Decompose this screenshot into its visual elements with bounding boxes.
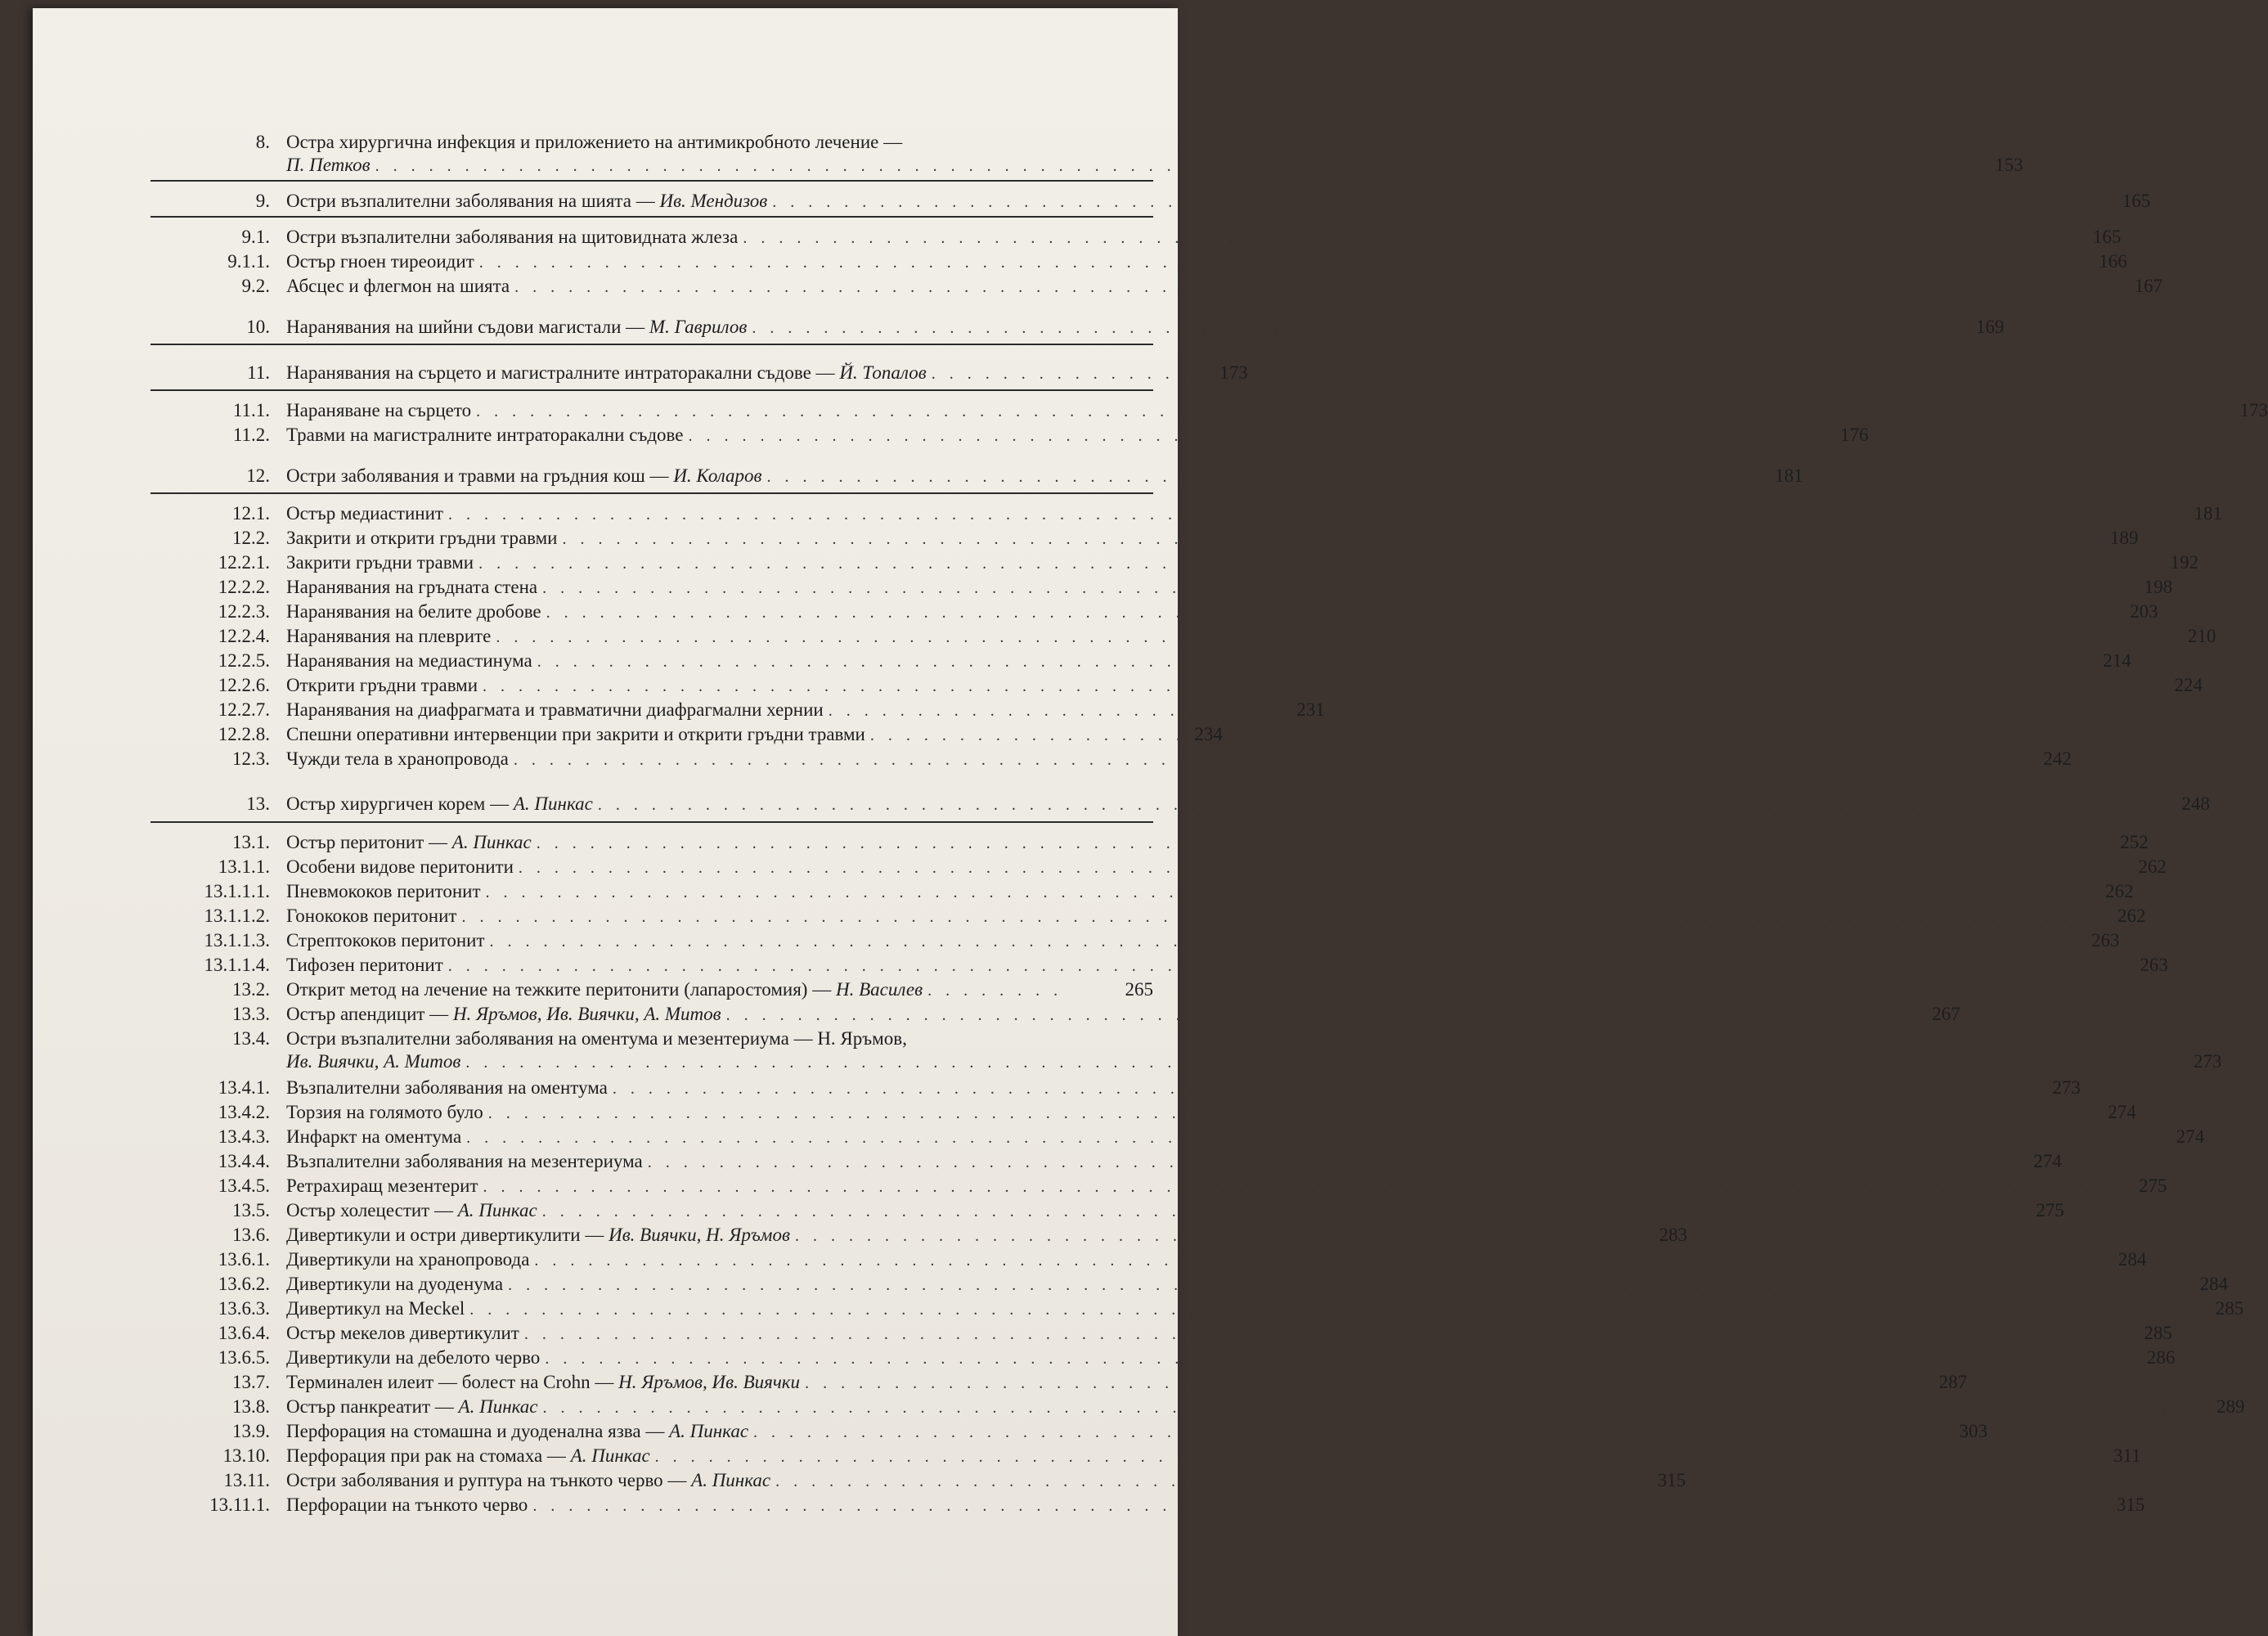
toc-entry xyxy=(115,188,2151,214)
entry-title-line1: Остри възпалителни заболявания на оментума и мезентериума — Н. Яръмов, xyxy=(286,1028,907,1049)
entry-number: 10. xyxy=(246,317,270,337)
entry-page: 315 xyxy=(1657,1470,1686,1490)
entry-title: Терминален илеит — болест на Crohn — xyxy=(286,1372,619,1392)
entry-number: 13. xyxy=(246,793,270,814)
toc-entry xyxy=(115,721,1223,748)
entry-title: Остри възпалителни заболявания на шията — xyxy=(286,191,660,211)
entry-page: 181 xyxy=(2194,503,2222,524)
dot-leader: . . . . . . . . . . . . . . . . . . . . . . . . . . . . . . . . . . . . . . . . . . . . . . . . . . . . . . . . . . . . . . . . . . . xyxy=(753,1423,1951,1441)
entry-number: 13.7. xyxy=(232,1372,270,1392)
entry-author: Й. Топалов xyxy=(839,362,927,383)
entry-page: 275 xyxy=(2036,1200,2064,1220)
dot-leader: . . . . . . . . . . . . . . . . . . . . . . . . . . . . . . . . . . . . . . . . . . . . . . . . . . . . . . . . . . . . . . . . . . . . . . . . . . . . . . . . . . . . . . . . . . xyxy=(485,883,2096,901)
entry-title: Остър хирургичен корем — xyxy=(286,793,514,814)
entry-title: Наранявания на шийни съдови магистали — xyxy=(286,317,649,337)
entry-number: 13.8. xyxy=(232,1396,270,1417)
entry-title: Инфаркт на оментума xyxy=(286,1126,462,1147)
dot-leader: . . . . . . . . . . . . . . . . . . . . . . . . . . . . . . . . . . . . . . . . . . . . . . . . . . . . . . . . . . . . . . . . . . . . . . . . . . . . . . . . . . . . . . . . . . xyxy=(514,278,2126,296)
toc-entry xyxy=(115,501,2222,527)
dot-leader: . . . . . . . . . . . . . . . . . . . . . . . . . . . . . . . . . . . . . . . . . . . . . . . . . . . . . . . . . . . . . . . . . . . . . . . . . . . . . . . . . . . . . . xyxy=(562,530,2101,548)
entry-page: 252 xyxy=(2120,832,2149,852)
entry-title: Спешни оперативни интервенции при закрити и открити гръдни травми xyxy=(286,724,865,744)
entry-page: 167 xyxy=(2134,276,2163,296)
entry-number: 13.4.5. xyxy=(218,1175,270,1196)
toc-entry xyxy=(115,1001,1960,1027)
entry-number: 12.2.3. xyxy=(218,601,270,622)
dot-leader: . . . . . . . . . . . . . . . . . . . . . . . . . . . . . . . . . . . . . . . . . . . . . . . . . . . . . . . . . . . . . . . . . . . . . . . . . . . . . . . . . . . . . . . . xyxy=(532,1497,2108,1515)
dot-leader: . . . . . . . . . . . . . . . . . . xyxy=(869,726,1185,744)
entry-title: Наранявания на диафрагмата и травматични диафрагмални хернии xyxy=(286,699,824,720)
entry-author: Ив. Виячки, А. Митов xyxy=(286,1051,461,1072)
entry-page: 286 xyxy=(2146,1347,2176,1368)
entry-number: 13.4.3. xyxy=(218,1126,270,1147)
toc-entry xyxy=(115,952,2168,978)
entry-title: Пневмококов перитонит xyxy=(286,881,481,901)
entry-page: 274 xyxy=(2176,1126,2205,1147)
section-rule xyxy=(150,216,1153,218)
entry-number: 12.2.1. xyxy=(218,552,270,573)
toc-entry xyxy=(115,854,2167,880)
entry-title: Дивертикули на дебелото черво xyxy=(286,1347,541,1368)
entry-page: 192 xyxy=(2170,552,2199,573)
entry-number: 13.4.1. xyxy=(218,1077,270,1098)
dot-leader: . . . . . . . . . . . . . . . . . . . . . . . . . . . . . . . . . . . . . . . . . . . . . . . . . . . . . . . . xyxy=(766,468,1766,486)
entry-number: 11.1. xyxy=(232,400,270,420)
dot-leader: . . . . . . . . . . . . . . . . . . . . . . . . . . . . . . . . . . . . . . . . . . . . . . . . . . . . . . . . . . . . . . . . . . . . . . . . . . . . . . . . . . . . . . . . xyxy=(534,1252,2109,1270)
entry-title: Наранявания на гръдната стена xyxy=(286,577,538,597)
dot-leader: . . . . . . . . . . . . . . . . . . . . . . . . . . . . . . . . . . . . . . . . . . . . . . . . . . . . . . . . . . . . . . . . . . . . . . . . . . . . . . . . . . . . . . . . . . . . xyxy=(483,1178,2130,1196)
dot-leader: . . . . . . . . . . . . . . . . . . . . . . . . . . . . . . . . . . . . . . . . . . . . . . . . . xyxy=(775,1472,1649,1490)
toc-entry xyxy=(115,623,2216,649)
entry-title: Перфорации на тънкото черво xyxy=(286,1494,528,1515)
entry-number: 13.1.1.2. xyxy=(204,906,270,926)
entry-page: 203 xyxy=(2130,601,2158,622)
dot-leader: . . . . . . . . . . . . . . . . . . . . . . . . . . . . . . . . . . . . . . . . . . . . . . . . . . . . . . . . . . . . . . . . . . . . . . . . . . . . . . . . . . . . . xyxy=(513,751,2034,769)
entry-number: 13.6.2. xyxy=(218,1274,270,1294)
entry-page: 263 xyxy=(2140,955,2168,975)
entry-author: А. Пинкас xyxy=(669,1421,749,1441)
entry-author: Ив. Виячки, Н. Яръмов xyxy=(609,1225,790,1245)
entry-title: Нараняване на сърцето xyxy=(286,400,472,420)
dot-leader: . . . . . . . . . . . . . . . . . . . . . . . . . . . . . . . . . . . . . . . . . . . . . . . . . . . . . . . . . . . . . . . . . . . . . . . . . . . . . . . . . . . . . . . . . . . . . . . . xyxy=(465,1054,2185,1072)
entry-title-line1: Остра хирургична инфекция и приложението на антимикробното лечение — xyxy=(286,132,903,152)
toc-entry xyxy=(115,1296,2244,1322)
toc-entry xyxy=(115,1099,2136,1126)
entry-number: 12.3. xyxy=(232,748,270,769)
entry-title: Дивертикули и остри дивертикулити — xyxy=(286,1225,609,1245)
book-page xyxy=(33,8,2268,1636)
entry-title: Остри заболявания и травми на гръдния кош — xyxy=(286,465,674,486)
entry-number: 8. xyxy=(255,132,270,152)
dot-leader: . . . . . . . . . . . . . . . . . . . . . . . . . . . . . . . . . . . . . . . . . . . . . . . . . . . . . . . . . . . . . . . . . . . . . . . . . . . . . . . . . . . . . . . . . . . . . . xyxy=(508,1276,2191,1294)
entry-page: 242 xyxy=(2043,748,2072,769)
entry-title: Наранявания на плеврите xyxy=(286,626,492,646)
entry-title: Дивертикули на хранопровода xyxy=(286,1249,530,1270)
dot-leader: . . . . . . . . . . . . . . . . . . . . . . . . . . . . . . . . . . . . . . . . . . . . . . . . . . . . . . . . . . . . . . . . . . . . . . . . . . . . . . . . . . . . . . . . . . xyxy=(518,859,2129,877)
section-rule xyxy=(150,180,1153,182)
entry-number: 11. xyxy=(247,362,270,383)
entry-number: 13.4. xyxy=(232,1028,270,1049)
entry-number: 12.2.8. xyxy=(218,724,270,744)
toc-entry xyxy=(115,314,2005,340)
entry-page: 210 xyxy=(2187,626,2216,646)
entry-page: 165 xyxy=(2092,227,2122,247)
toc-entry xyxy=(115,1320,2172,1346)
toc-entry xyxy=(115,672,2203,699)
entry-title: Закрити гръдни травми xyxy=(286,552,474,573)
toc-entry xyxy=(115,1467,1686,1494)
entry-title: Травми на магистралните интраторакални съдове xyxy=(286,425,684,445)
entry-title: Стрептококов перитонит xyxy=(286,930,485,951)
entry-author: А. Пинкас xyxy=(457,1200,537,1220)
entry-page: 274 xyxy=(2108,1102,2136,1122)
dot-leader: . . . . . . . . . . . . . . . . . . . . . . . . . . . . . . . . . . . . . . . . . . . . . . . . . . . . . . . . . . . . . . . . . . . . . . . . . . . . . . . . . . . . . . . . . . . . . xyxy=(542,1399,2207,1417)
entry-title: Възпалителни заболявания на оментума xyxy=(286,1077,608,1098)
toc-entry xyxy=(115,360,1248,386)
toc-entry xyxy=(115,525,2139,551)
entry-title: Абсцес и флегмон на шията xyxy=(286,276,510,296)
dot-leader: . . . . . . . . . . . . . . . . . . . . . . . . . . . . . . . . . . . . . . . . . . . . . . . . . . . . . . . . . . . . . . . . . . . . . . . . . . . . . . . . . . . xyxy=(541,1202,2027,1220)
entry-number: 13.6.1. xyxy=(218,1249,270,1270)
entry-title: Остър перитонит — xyxy=(286,832,452,852)
entry-number: 13.10. xyxy=(222,1445,270,1466)
dot-leader: . . . . . . . . . . . . . . . . . . . . . . . . . . . . . . . . . . . . . . . . . . . . . . . . . . . . . . . . . . . . . . . . xyxy=(688,427,1831,445)
entry-title: Остър медиастинит xyxy=(286,503,443,524)
dot-leader: . . . . . . . . . . . . . . . . . . . . . . . . . . . . . . . . . . . . . . . . . . . . . . . . . . . . . . . . . . . . . . . . . . . . . . . . . . . . . . . . . . . . . . . . . . . . . . . . . xyxy=(447,506,2185,524)
entry-title: Перфорация на стомашна и дуоденална язва — xyxy=(286,1421,670,1441)
entry-title: Ретрахиращ мезентерит xyxy=(286,1175,478,1196)
entry-page: 265 xyxy=(1125,979,1153,1000)
entry-page: 263 xyxy=(2091,930,2120,951)
toc-entry xyxy=(115,273,2163,299)
dot-leader: . . . . . . . . . . . . . . . . xyxy=(931,365,1210,383)
dot-leader: . . . . . . . . . . . . . . . . . . . . . . . . . . . . . . . . . . . . . . . . . . . . . . . . . . . . . . . . . . . . . . . . . . . . . . . . . . . . . . . . . xyxy=(654,1448,2104,1466)
entry-page: 267 xyxy=(1932,1004,1960,1024)
entry-number: 13.6.5. xyxy=(218,1347,270,1368)
entry-number: 9. xyxy=(255,191,270,211)
toc-entry xyxy=(115,1394,2245,1420)
toc-entry xyxy=(115,697,1325,723)
entry-number: 9.1. xyxy=(241,227,270,247)
entry-page: 262 xyxy=(2138,856,2167,877)
entry-page: 275 xyxy=(2138,1175,2167,1196)
entry-title: Остър холецестит — xyxy=(286,1200,458,1220)
toc-entry xyxy=(115,224,2122,250)
entry-author: И. Коларов xyxy=(673,465,762,486)
entry-title: Възпалителни заболявания на мезентериума xyxy=(286,1151,643,1171)
entry-number: 12.2.6. xyxy=(218,675,270,695)
entry-number: 12.2.5. xyxy=(218,650,270,671)
section-rule xyxy=(150,821,1153,823)
entry-number: 13.1. xyxy=(232,832,270,852)
entry-page: 285 xyxy=(2215,1298,2244,1319)
entry-page: 262 xyxy=(2105,881,2134,901)
entry-author: А. Пинкас xyxy=(570,1445,650,1466)
entry-number: 13.1.1.3. xyxy=(204,930,270,951)
entry-number: 12. xyxy=(246,465,270,486)
toc-entry xyxy=(115,791,2210,817)
entry-number: 11.2. xyxy=(232,425,270,445)
entry-page: 224 xyxy=(2174,675,2203,695)
toc-entry xyxy=(115,746,2072,772)
entry-page: 248 xyxy=(2181,793,2210,814)
entry-page: 287 xyxy=(1938,1372,1968,1392)
entry-number: 13.3. xyxy=(232,1004,270,1024)
toc-entry xyxy=(115,879,2134,905)
entry-page: 315 xyxy=(2116,1494,2145,1515)
dot-leader: . . . . . . . . . . . . . . . . . . . . . . . . . . . . . . . . . . . . . . . . . . . . . . . . . . . . . . . . . . . . . . . . . . . . . . . . . . . . . xyxy=(647,1153,2024,1171)
entry-author: А. Пинкас xyxy=(451,832,532,852)
entry-title: Торзия на голямото було xyxy=(286,1102,483,1122)
entry-number: 13.11. xyxy=(223,1470,270,1490)
toc-entry xyxy=(115,1345,2176,1371)
entry-number: 12.2.4. xyxy=(218,626,270,646)
entry-number: 9.1.1. xyxy=(227,251,270,272)
dot-leader: . . . . . . . . . . . . . . . . . . . . . . . . . . . . . . . . . . . . . . . . . . . . . . . . . . . . . . . . . . . . . . . . . . . . . . . . . . . . . . . . . . . . . . . . xyxy=(546,604,2121,622)
toc-entry xyxy=(115,1026,2222,1075)
entry-page: 285 xyxy=(2144,1323,2172,1343)
entry-title: Особени видове перитонити xyxy=(286,856,514,877)
dot-leader: . . . . . . . . . . . . . . . . . . . . . . . . . . . . . . . . . . . . . . . . . . . . . . . . . . . . . . . . . . . . . . . . . . . . . . . . . . . . . . . . . . . . . . . . . . . . . . xyxy=(447,957,2131,975)
entry-author: А. Пинкас xyxy=(691,1470,771,1490)
entry-page: 198 xyxy=(2144,577,2173,597)
dot-leader: . . . . . . . . . . . . . . . . . . . . . . . . . . . . . . . . . . . . . . . . . . . . . . . . . . . . . . . . . . . . . . . . . . . . . . . . . . . . . . . . . . . . . . . . . . . . . . xyxy=(496,628,2179,646)
dot-leader: . . . . . . . . . . . . . . . . . . . . . . . . . . . . . . . . . . . . . . . . . . . . . . . . . . . . . . . . . . . . . . . . . . . . . . . . . . . . . . . . . . . . . . . . . . xyxy=(478,254,2090,272)
entry-number: 13.4.2. xyxy=(218,1102,270,1122)
entry-page: 173 xyxy=(2239,400,2268,420)
entry-page: 303 xyxy=(1959,1421,1988,1441)
entry-page: 311 xyxy=(2113,1445,2141,1466)
dot-leader: . . . . . . . . . . . . . . . . . . . . . . . . . . . . . . . . . . . . . . . . . . . . . . . . . . . . . . . . . . . . . . . . . . . . . . . . . . . xyxy=(772,193,2113,211)
toc-entry xyxy=(115,829,2149,856)
toc-entry xyxy=(115,129,2023,178)
entry-number: 12.2. xyxy=(232,528,270,548)
entry-page: 274 xyxy=(2033,1151,2062,1171)
toc-entry xyxy=(115,1418,1988,1445)
entry-title: Остър гноен тиреоидит xyxy=(286,251,474,272)
entry-page: 166 xyxy=(2099,251,2127,272)
entry-title: Закрити и открити гръдни травми xyxy=(286,528,558,548)
toc-entry xyxy=(115,550,2199,576)
toc-entry xyxy=(115,1222,1687,1248)
dot-leader: . . . . . . . . . . . . . . . . . . . . . . . . . . . . . . . . . . . . . . . . . . . . . . . . . . . . . . . . . . . . . . . . . . . . . . . . . . . . . . . . . . . . . . . . . xyxy=(489,933,2082,951)
entry-author: М. Гаврилов xyxy=(649,317,748,337)
entry-number: 12.1. xyxy=(232,503,270,524)
toc-entry xyxy=(115,648,2131,674)
entry-author: Ив. Мендизов xyxy=(659,191,768,211)
dot-leader: . . . . . . . . . . . . . . . . . . . . . . . . . . . . . . . . . . . . . . . . . . . . . . . . . . . . . . . . . . . . . . . . . . . . . . . . . . . . . . . . . . . . . . . . . . . . . . xyxy=(478,555,2162,573)
entry-title: Остри възпалителни заболявания на щитовидната жлеза xyxy=(286,227,739,247)
toc-entry xyxy=(115,1492,2145,1518)
dot-leader: . . . . . . . . . . . . . . . . . . . . . . . . . . . . . . . . . . . . . . . . . . . . . . . . . . . . . . . . . . . . . . . xyxy=(805,1374,1930,1392)
section-rule xyxy=(150,344,1153,345)
dot-leader: . . . . . . . . . . . . . . . . . . . . . . . . . . . . . . . . . . . . . . . . . . . . . . . . . . . . . . . . . . . . . . . . . . . . . . . . . . . . . . . . xyxy=(612,1080,2043,1098)
entry-title: Наранявания на белите дробове xyxy=(286,601,541,622)
toc-entry xyxy=(115,1124,2205,1150)
dot-leader: . . . . . . . . . . . . . . . . . . . . . . . . . . . . . . . . . . . . . . . . . . . . . . . . . . . . . . . . . . . . . . . . . . . . xyxy=(752,319,1967,337)
entry-title: Наранявания на медиастинума xyxy=(286,650,532,671)
dot-leader: . . . . . . . . . . . . . . . . . . . . . . . . . . . . . . . . . . . . . . . . . . . . . . . . . . . . . . . . . . . . . . . . . . . . . . . . . . . . . . . . . . . . . . . xyxy=(537,653,2094,671)
dot-leader: . . . . . . . . . . . . . . . . . . . . . . . . . . . . . . . . . . . . . . . . . . . . . . . . . . . . . . . . . . . . . . . . . . . . . . . . . . . . . . . . . . . . . . . . xyxy=(536,834,2111,852)
entry-number: 13.9. xyxy=(232,1421,270,1441)
entry-page: 262 xyxy=(2117,906,2146,926)
toc-entry xyxy=(115,977,1153,1003)
entry-title: Дивертикул на Meckel xyxy=(286,1298,465,1319)
toc-entry xyxy=(115,1247,2147,1273)
toc-entry xyxy=(115,903,2146,929)
toc-entry xyxy=(115,1198,2064,1224)
entry-author: Н. Яръмов, Ив. Виячки, А. Митов xyxy=(452,1004,721,1024)
section-rule xyxy=(150,389,1153,391)
entry-page: 173 xyxy=(1219,362,1248,383)
entry-page: 165 xyxy=(2122,191,2151,211)
entry-number: 12.2.2. xyxy=(218,577,270,597)
dot-leader: . . . . . . . . . . . . . . . . . . . . . . . . . . . . . . . . . . . . . . . . . . . . . . . . . . . . . . . . . . . . . . . . . . . . . . . . . . . . . . . . . . . . . . . . . . . . . . . xyxy=(466,1129,2167,1147)
toc-entry xyxy=(115,1075,2081,1101)
dot-leader: . . . . . . . . . . . . . . . . . . . . . . . . . . . . . . . . . . . . . . . . . . . . . . . . . . . . . . . . . . . . . . . . . . . xyxy=(725,1006,1923,1024)
entry-title: Гонококов перитонит xyxy=(286,906,457,926)
dot-leader: . . . . . . . . . . . . . . . . . . . . . . . . . . . . . . . . . . . . . . . . . . . . . . . . . . . . . . . . . . . . . . . . . . . . . . . . . . . . . . . . . . . . . . . . . . xyxy=(487,1104,2099,1122)
entry-title: Тифозен перитонит xyxy=(286,955,443,975)
dot-leader: . . . . . . . . . . . . . . . . . . . . . . . . . . . . . . . . . . . . . . . . . . . . . . . . . . . . . . . . . . . . . . . . . . . . . . . . . . . . . . . . . . . . . . . . . . . . . . . . . . xyxy=(476,402,2231,420)
entry-page: 273 xyxy=(2193,1051,2222,1072)
entry-title: Остри заболявания и руптура на тънкото черво — xyxy=(286,1470,692,1490)
entry-number: 13.1.1.1. xyxy=(204,881,270,901)
entry-number: 13.6.4. xyxy=(218,1323,270,1343)
entry-page: 234 xyxy=(1194,724,1223,744)
entry-page: 273 xyxy=(2052,1077,2081,1098)
entry-page: 284 xyxy=(2118,1249,2147,1270)
entry-number: 13.5. xyxy=(232,1200,270,1220)
dot-leader: . . . . . . . . . . . . . . . . . . . . . . . . . . . . . . . . . . . . . . . . . . . . . . . . . . . . . . . . . . . . . . . . . . . . . . . . . . . xyxy=(743,229,2084,247)
entry-title: Открит метод на лечение на тежките перитонити (лапаростомия) — xyxy=(286,979,836,1000)
entry-title: Остър апендицит — xyxy=(286,1004,453,1024)
dot-leader: . . . . . . . . . . . . . . . . . . . . . . . . . . . . . . . . . . . . . . . . . . . . . . . . xyxy=(794,1227,1650,1245)
toc-entry xyxy=(115,249,2127,275)
dot-leader: . . . . . . . . . . . . . . . . . . . . . . . . . . . . . . . . . . . . . . . . . . . . . . . . . . . . . . . . . . . . . . . . . . . . . . . . . . . . . . . . . . . . . . . . . . . . xyxy=(461,908,2109,926)
entry-title: Открити гръдни травми xyxy=(286,675,478,695)
entry-author: Н. Яръмов, Ив. Виячки xyxy=(618,1372,801,1392)
toc-entry xyxy=(115,1173,2167,1199)
entry-title: Остър панкреатит — xyxy=(286,1396,459,1417)
entry-title: Перфорация при рак на стомаха — xyxy=(286,1445,571,1466)
entry-number: 13.6.3. xyxy=(218,1298,270,1319)
toc-entry xyxy=(115,1271,2229,1297)
section-rule xyxy=(150,492,1153,494)
entry-number: 13.1.1.4. xyxy=(204,955,270,975)
entry-page: 214 xyxy=(2103,650,2131,671)
dot-leader: . . . . . . . . . . . . . . . . . . . . . . . . . . . . . . . . . . . . . . . . . . . . . . . . . . . . . . . . . . . . . . . . . . . . . . . . . . . . . . . . . . . . . . . . . xyxy=(545,1350,2138,1368)
toc-entry xyxy=(115,398,2268,424)
entry-title: Остър мекелов дивертикулит xyxy=(286,1323,519,1343)
entry-title: Наранявания на сърцето и магистралните интраторакални съдове — xyxy=(286,362,840,383)
toc-entry xyxy=(115,1148,2062,1175)
toc-entry xyxy=(115,1443,2141,1469)
dot-leader: . . . . . . . . . . . . . . . . . . . . . . . . . . xyxy=(828,702,1287,720)
entry-page: 189 xyxy=(2110,528,2139,548)
toc-entry xyxy=(115,574,2173,600)
entry-number: 13.6. xyxy=(232,1225,270,1245)
entry-page: 176 xyxy=(1839,425,1869,445)
dot-leader: . . . . . . . . xyxy=(927,982,1063,1000)
dot-leader: . . . . . . . . . . . . . . . . . . . . . . . . . . . . . . . . . . . . . . . . . . . . . . . . . . . . . . . . . . . . . . . . . . . . . . . . . . . . . . . . . . . . . . . . xyxy=(597,796,2172,814)
toc-entry xyxy=(115,928,2120,954)
entry-page: 169 xyxy=(1975,317,2005,337)
entry-page: 283 xyxy=(1659,1225,1687,1245)
entry-number: 9.2. xyxy=(241,276,270,296)
toc-entry xyxy=(115,599,2158,625)
entry-number: 12.2.7. xyxy=(218,699,270,720)
toc-entry xyxy=(115,463,1803,489)
entry-title: Чужди тела в хранопровода xyxy=(286,748,509,769)
entry-title: Дивертикули на дуоденума xyxy=(286,1274,504,1294)
dot-leader: . . . . . . . . . . . . . . . . . . . . . . . . . . . . . . . . . . . . . . . . . . . . . . . . . . . . . . . . . . . . . . . . . . . . . . . . . . . . . . . . . . . . . . . . . . xyxy=(523,1325,2135,1343)
entry-page: 231 xyxy=(1296,699,1325,720)
entry-author: А. Пинкас xyxy=(458,1396,538,1417)
entry-page: 153 xyxy=(1995,155,2023,175)
entry-page: 284 xyxy=(2199,1274,2229,1294)
toc-entry xyxy=(115,1369,1968,1396)
entry-author: Н. Василев xyxy=(835,979,923,1000)
entry-author: А. Пинкас xyxy=(513,793,593,814)
entry-number: 13.4.4. xyxy=(218,1151,270,1171)
toc-entry xyxy=(115,422,1869,448)
entry-number: 13.11.1. xyxy=(209,1494,270,1515)
entry-number: 13.2. xyxy=(232,979,270,1000)
entry-page: 289 xyxy=(2216,1396,2245,1417)
dot-leader: . . . . . . . . . . . . . . . . . . . . . . . . . . . . . . . . . . . . . . . . . . . . . . . . . . . . . . . . . . . . . . . . . . . . . . . . . . . . . . . . . . . . . . . . . xyxy=(542,579,2136,597)
dot-leader: . . . . . . . . . . . . . . . . . . . . . . . . . . . . . . . . . . . . . . . . . . . . . . . . . . . . . . . . . . . . . . . . . . . . . . . . . . . . . . . . . . . . . . . . . . . . . . . . . xyxy=(469,1301,2207,1319)
entry-page: 181 xyxy=(1775,465,1803,486)
dot-leader: . . . . . . . . . . . . . . . . . . . . . . . . . . . . . . . . . . . . . . . . . . . . . . . . . . . . . . . . . . . . . . . . . . . . . . . . . . . . . . . . . . . . . . . . . . xyxy=(375,157,1986,175)
entry-number: 13.1.1. xyxy=(218,856,270,877)
dot-leader: . . . . . . . . . . . . . . . . . . . . . . . . . . . . . . . . . . . . . . . . . . . . . . . . . . . . . . . . . . . . . . . . . . . . . . . . . . . . . . . . . . . . . . . . . . . . . . xyxy=(483,677,2166,695)
entry-author: П. Петков xyxy=(286,155,371,175)
